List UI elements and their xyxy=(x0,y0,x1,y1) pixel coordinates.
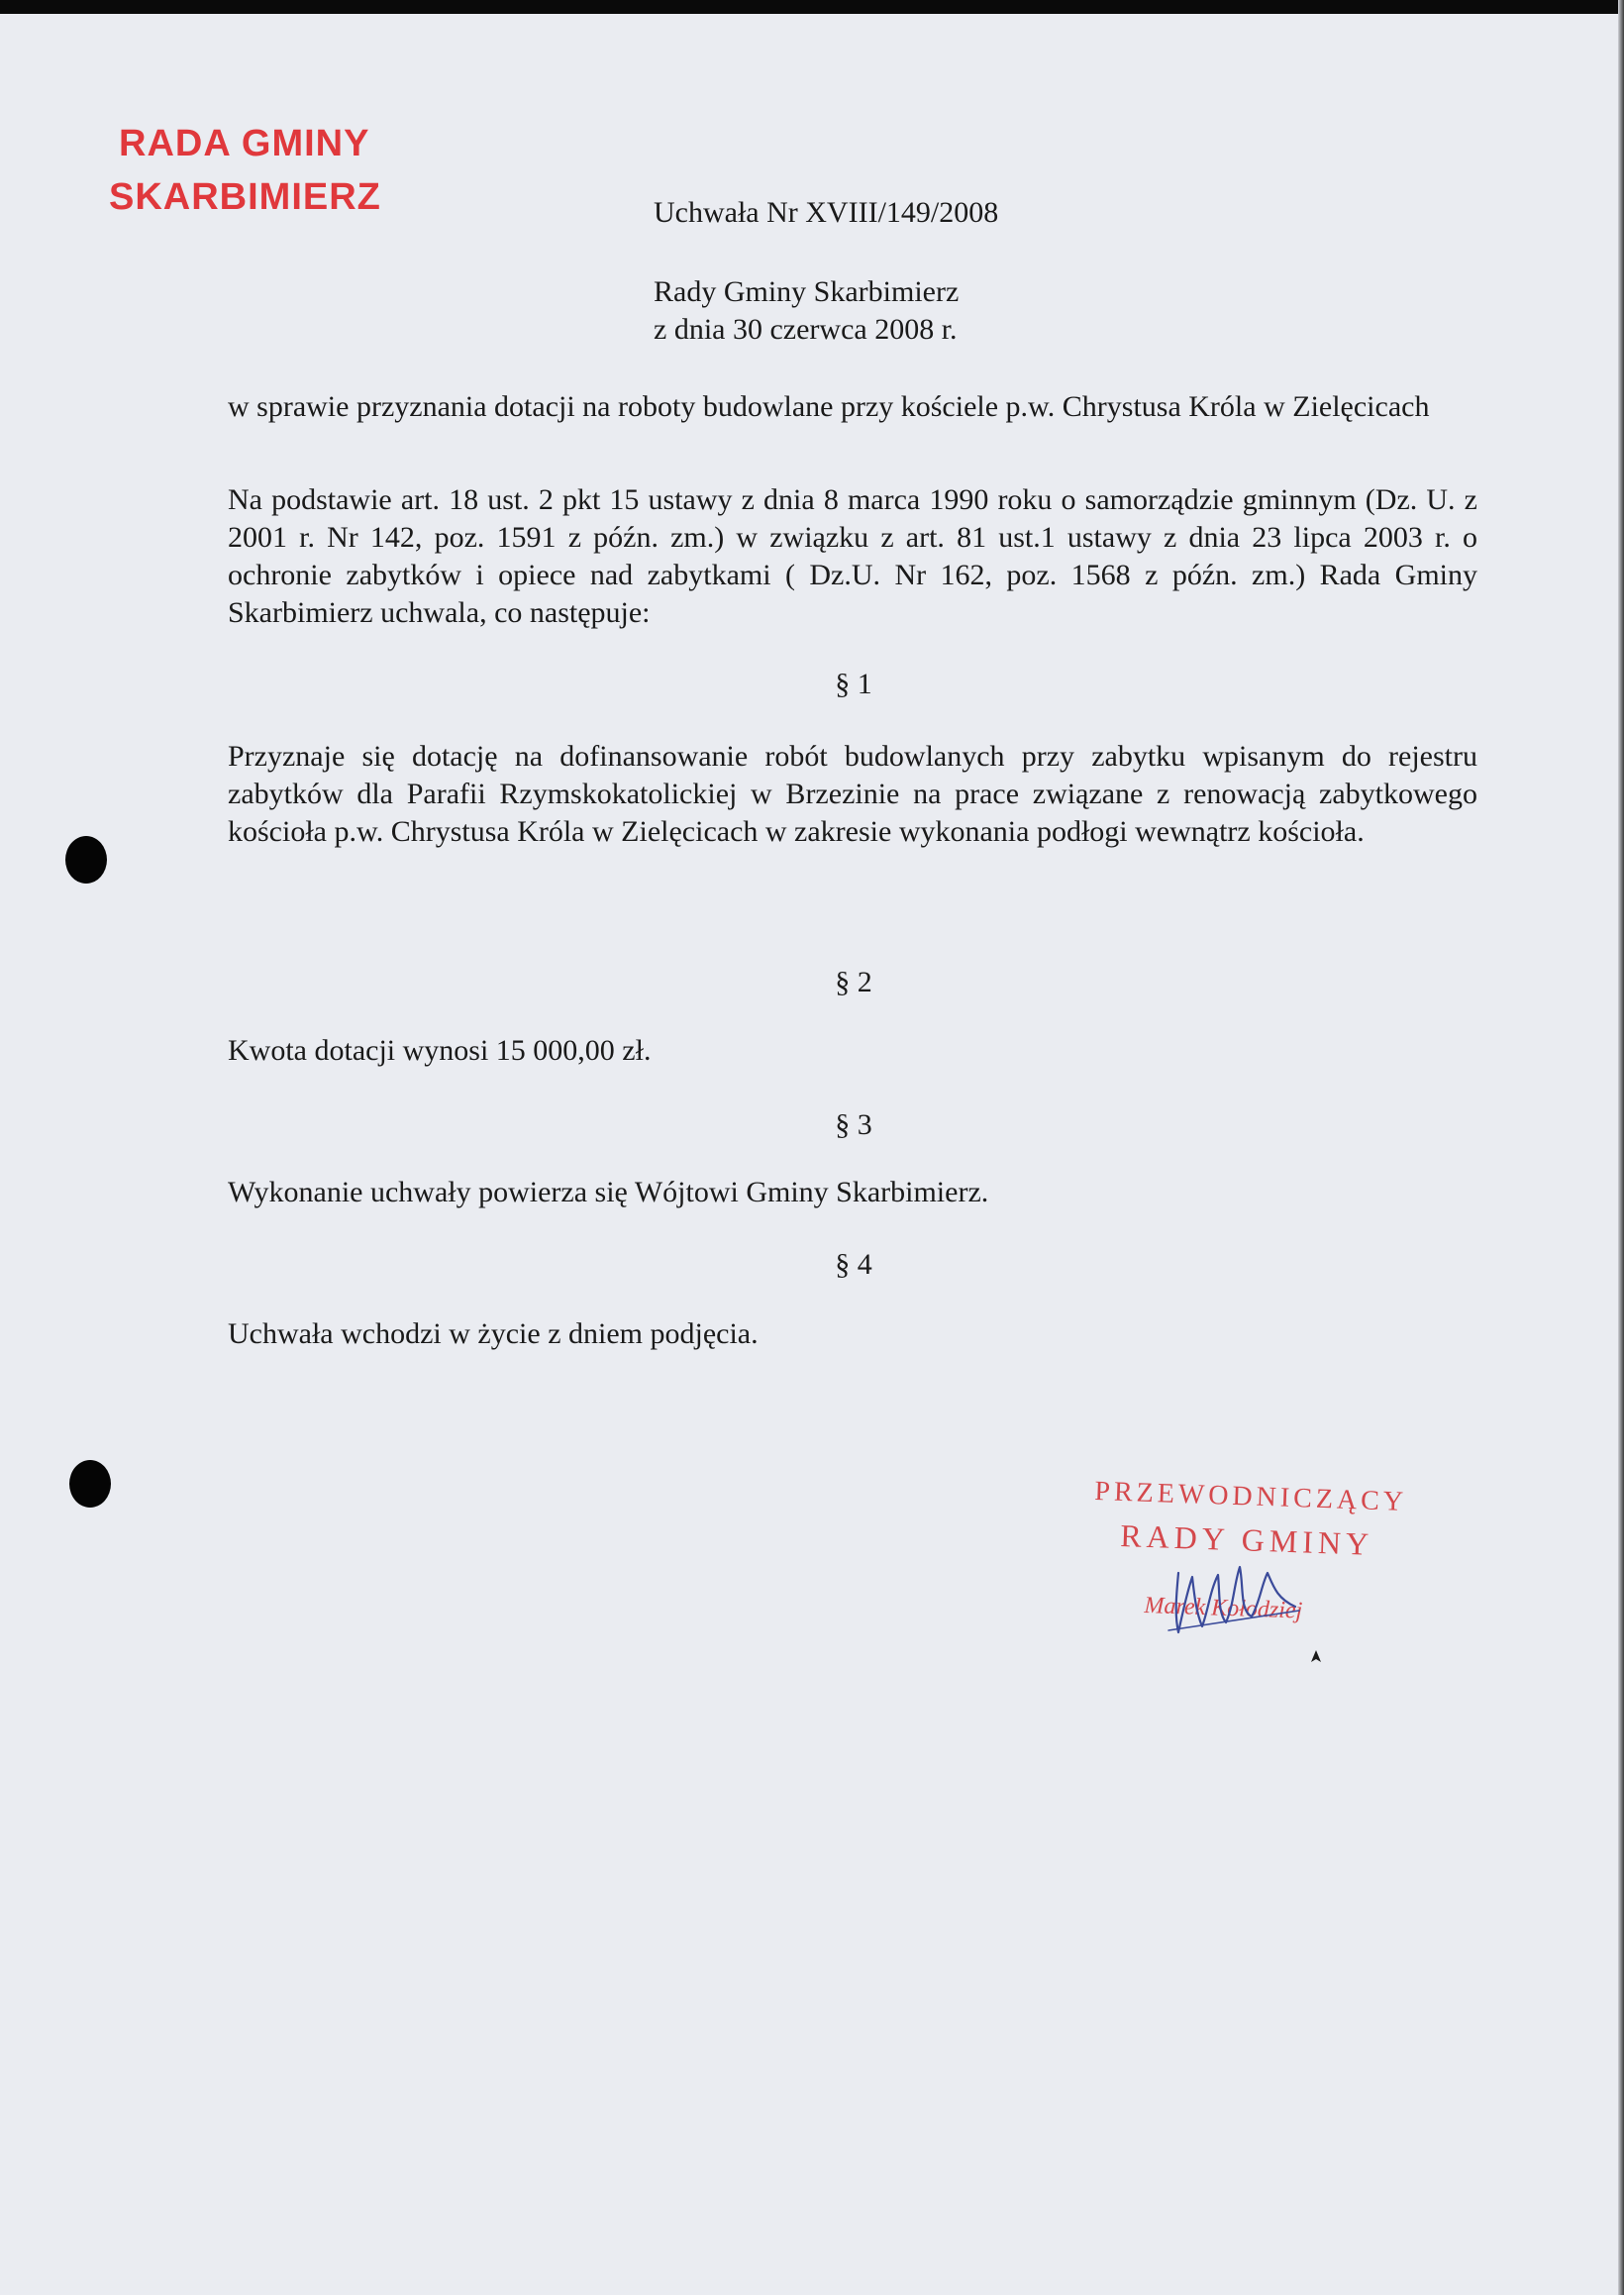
chairman-signature-stamp xyxy=(1089,1476,1426,1674)
council-stamp-line-1: RADA GMINY xyxy=(119,123,370,164)
signature-stamp-council: RADY GMINY xyxy=(1119,1517,1374,1562)
section-2-heading: § 2 xyxy=(835,966,872,998)
signature-stamp-title: PRZEWODNICZĄCY xyxy=(1093,1476,1408,1518)
scan-border-right xyxy=(1618,0,1624,2295)
scan-border-top xyxy=(0,0,1624,14)
council-name: Rady Gminy Skarbimierz xyxy=(654,275,960,308)
punch-hole xyxy=(65,836,107,884)
legal-basis: Na podstawie art. 18 ust. 2 pkt 15 ustawy z dnia 8 marca 1990 roku o samorządzie gminnym (Dz. U. z 2001 r. Nr 142, poz. 1591 z późn. zm.) w związku z art. 81 ust.1 ustawy z dnia 23 lipca 2003 r. o ochronie zabytków i opiece nad zabytkami ( Dz.U. Nr 162, poz. 1568 z późn. zm.) Rada Gminy Skarbimierz uchwala, co następuje: xyxy=(228,483,1477,629)
resolution-date: z dnia 30 czerwca 2008 r. xyxy=(654,313,958,346)
section-4-text: Uchwała wchodzi w życie z dniem podjęcia. xyxy=(228,1317,759,1350)
section-3-text: Wykonanie uchwały powierza się Wójtowi Gminy Skarbimierz. xyxy=(228,1176,989,1208)
handwritten-signature xyxy=(1149,1515,1307,1644)
punch-hole xyxy=(69,1460,111,1508)
section-1-heading: § 1 xyxy=(835,668,872,700)
section-2-text: Kwota dotacji wynosi 15 000,00 zł. xyxy=(228,1034,652,1067)
section-4-heading: § 4 xyxy=(835,1248,872,1281)
section-1-text: Przyznaje się dotację na dofinansowanie robót budowlanych przy zabytku wpisanym do rejestru zabytków dla Parafii Rzymskokatolickiej w Brzezinie na prace związane z renowacją zabytkowego kościoła p.w. Chrystusa Króla w Zielęcicach w zakresie wykonania podłogi wewnątrz kościoła. xyxy=(228,740,1477,848)
ink-mark xyxy=(1309,1648,1323,1666)
section-3-heading: § 3 xyxy=(835,1108,872,1141)
council-stamp xyxy=(109,117,406,224)
resolution-number: Uchwała Nr XVIII/149/2008 xyxy=(654,196,999,229)
signature-stamp-name: Marek Kołodziej xyxy=(1144,1593,1303,1624)
council-stamp-line-2: SKARBIMIERZ xyxy=(109,176,381,218)
resolution-subject: w sprawie przyznania dotacji na roboty budowlane przy kościele p.w. Chrystusa Króla w Zielęcicach xyxy=(228,390,1430,423)
